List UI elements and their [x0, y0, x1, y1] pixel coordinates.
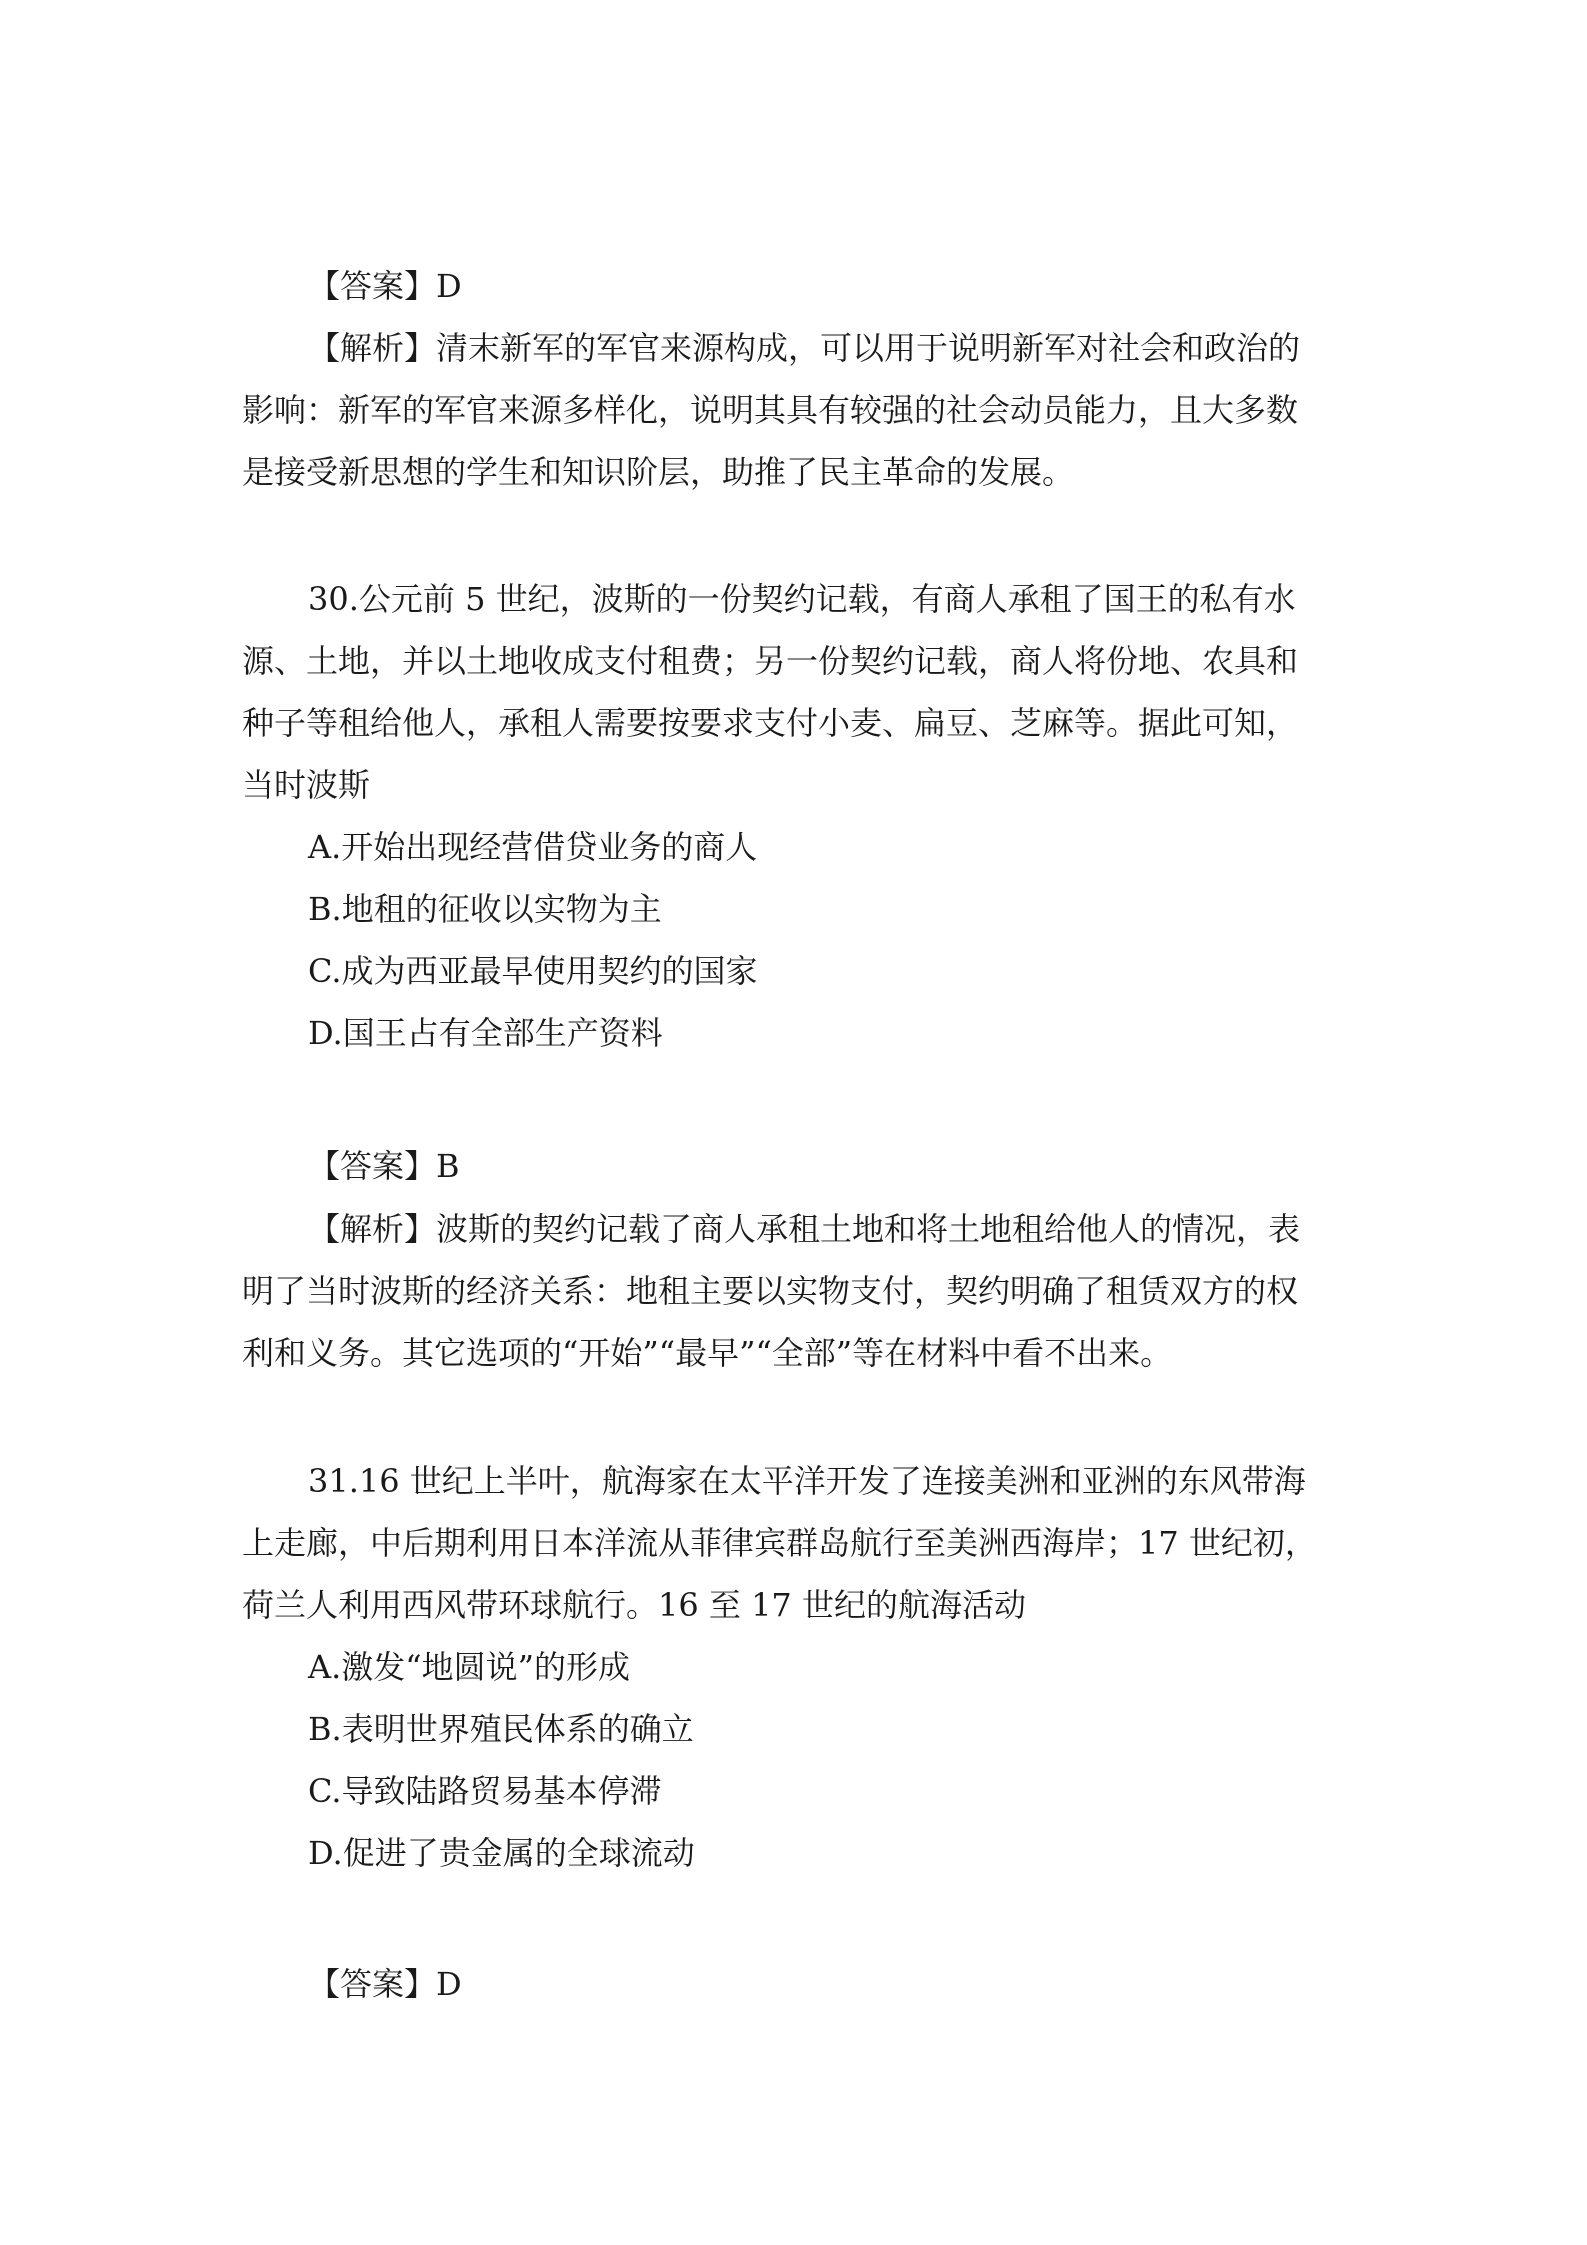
question-30-block — [242, 568, 1357, 1064]
answer-label: 【答案】 — [308, 1965, 437, 2003]
analysis-block — [242, 317, 1357, 503]
question-line: 16 世纪上半叶，航海家在太平洋开发了连接美洲和亚洲的东风带海 — [358, 1462, 1306, 1500]
analysis-line: 波斯的契约记载了商人承租土地和将土地租给他人的情况，表 — [436, 1210, 1301, 1248]
option-a: A.开始出现经营借贷业务的商人 — [308, 828, 758, 866]
question-number: 31. — [308, 1462, 359, 1500]
answer-label: 【答案】 — [308, 267, 437, 305]
option-b: B.地租的征收以实物为主 — [308, 890, 662, 928]
answer-block — [242, 255, 1357, 317]
option-d: D.国王占有全部生产资料 — [308, 1014, 663, 1052]
option-c: C.成为西亚最早使用契约的国家 — [308, 952, 758, 990]
analysis-line: 清末新军的军官来源构成，可以用于说明新军对社会和政治的 — [436, 329, 1301, 367]
question-line: 当时波斯 — [242, 766, 371, 804]
option-a: A.激发“地圆说”的形成 — [308, 1648, 631, 1686]
analysis-line: 利和义务。其它选项的“开始”“最早”“全部”等在材料中看不出来。 — [242, 1334, 1173, 1372]
analysis-line: 是接受新思想的学生和知识阶层，助推了民主革命的发展。 — [242, 453, 1075, 491]
answer-value: B — [436, 1147, 460, 1185]
answer-value: D — [436, 267, 462, 305]
question-line: 种子等租给他人，承租人需要按要求支付小麦、扁豆、芝麻等。据此可知， — [242, 704, 1299, 742]
question-line: 公元前 5 世纪，波斯的一份契约记载，有商人承租了国王的私有水 — [358, 580, 1296, 618]
question-line: 源、土地，并以土地收成支付租费；另一份契约记载，商人将份地、农具和 — [242, 642, 1299, 680]
question-31-block — [242, 1450, 1357, 1884]
analysis-line: 影响：新军的军官来源多样化，说明其具有较强的社会动员能力，且大多数 — [242, 391, 1299, 429]
answer-block — [242, 1953, 1357, 2015]
question-line: 上走廊，中后期利用日本洋流从菲律宾群岛航行至美洲西海岸；17 世纪初， — [242, 1524, 1317, 1562]
option-b: B.表明世界殖民体系的确立 — [308, 1710, 694, 1748]
analysis-line: 明了当时波斯的经济关系：地租主要以实物支付，契约明确了租赁双方的权 — [242, 1272, 1299, 1310]
analysis-label: 【解析】 — [308, 1210, 437, 1248]
option-c: C.导致陆路贸易基本停滞 — [308, 1772, 662, 1810]
answer-label: 【答案】 — [308, 1147, 437, 1185]
analysis-block — [242, 1198, 1357, 1384]
answer-value: D — [436, 1965, 462, 2003]
answer-block — [242, 1135, 1357, 1197]
analysis-label: 【解析】 — [308, 329, 437, 367]
option-d: D.促进了贵金属的全球流动 — [308, 1834, 695, 1872]
question-number: 30. — [308, 580, 359, 618]
question-line: 荷兰人利用西风带环球航行。16 至 17 世纪的航海活动 — [242, 1586, 1026, 1624]
